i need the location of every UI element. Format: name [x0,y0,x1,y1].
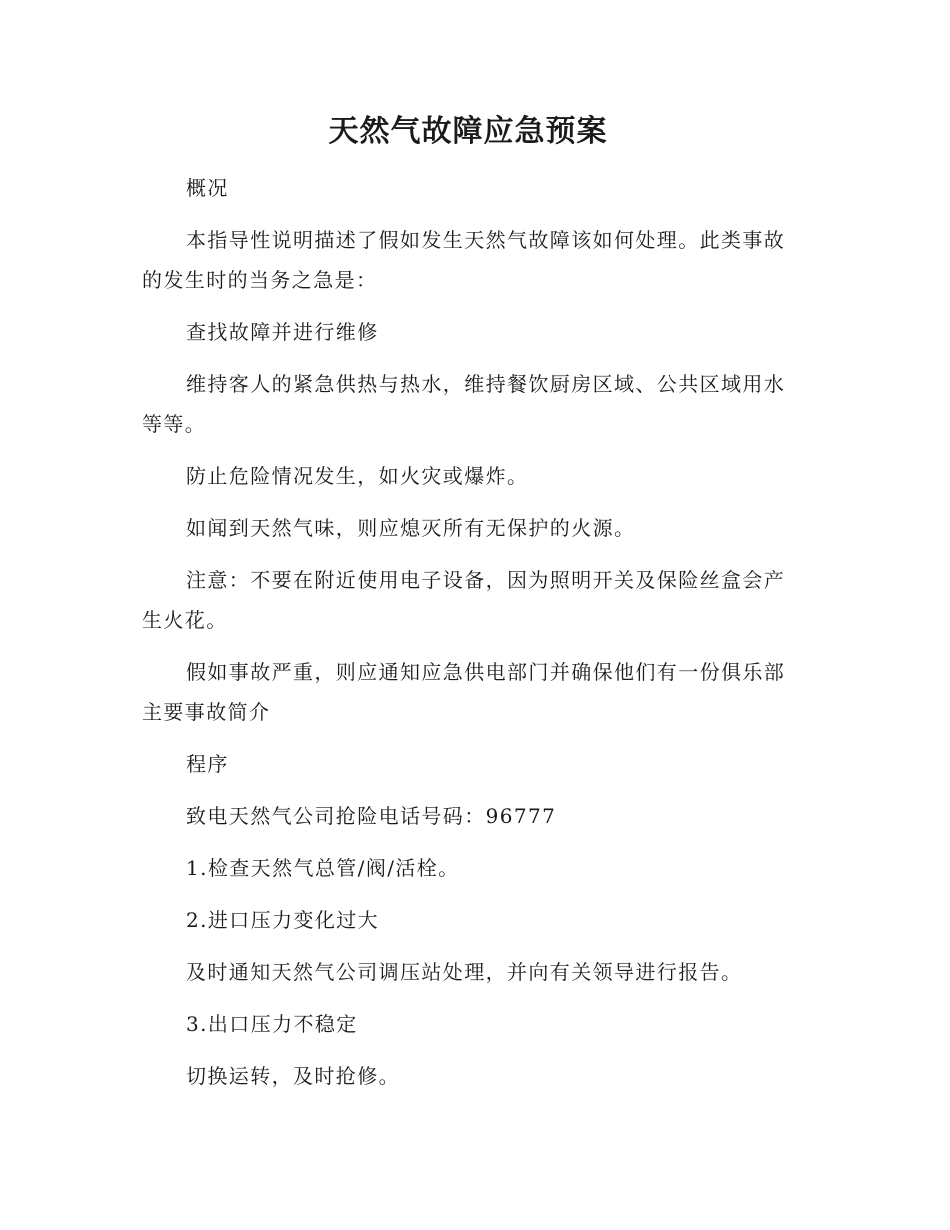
paragraph-step-1: 1.检查天然气总管/阀/活栓。 [186,856,460,880]
paragraph-step-3: 3.出口压力不稳定 [186,1012,358,1036]
paragraph-gas-smell: 如闻到天然气味，则应熄灭所有无保护的火源。 [186,516,636,540]
paragraph-step-3-action: 切换运转，及时抢修。 [186,1064,400,1088]
paragraph-step-2: 2.进口压力变化过大 [186,908,380,932]
paragraph-caution: 注意：不要在附近使用电子设备，因为照明开关及保险丝盒会产生火花。 [142,568,786,632]
document-body [142,168,794,1096]
paragraph-step-2-action: 及时通知天然气公司调压站处理，并向有关领导进行报告。 [186,960,743,984]
document-title: 天然气故障应急预案 [328,114,608,149]
paragraph-overview-heading: 概况 [186,176,229,200]
paragraph-emergency-phone: 致电天然气公司抢险电话号码：96777 [186,804,557,828]
paragraph-serious-incident: 假如事故严重，则应通知应急供电部门并确保他们有一份俱乐部主要事故简介 [142,660,786,724]
paragraph-maintain-supply: 维持客人的紧急供热与热水，维持餐饮厨房区域、公共区域用水等等。 [142,372,786,436]
paragraph-find-fault: 查找故障并进行维修 [186,320,379,344]
paragraph-prevent-danger: 防止危险情况发生，如火灾或爆炸。 [186,464,529,488]
paragraph-procedure-heading: 程序 [186,752,229,776]
paragraph-intro: 本指导性说明描述了假如发生天然气故障该如何处理。此类事故的发生时的当务之急是： [142,228,786,292]
